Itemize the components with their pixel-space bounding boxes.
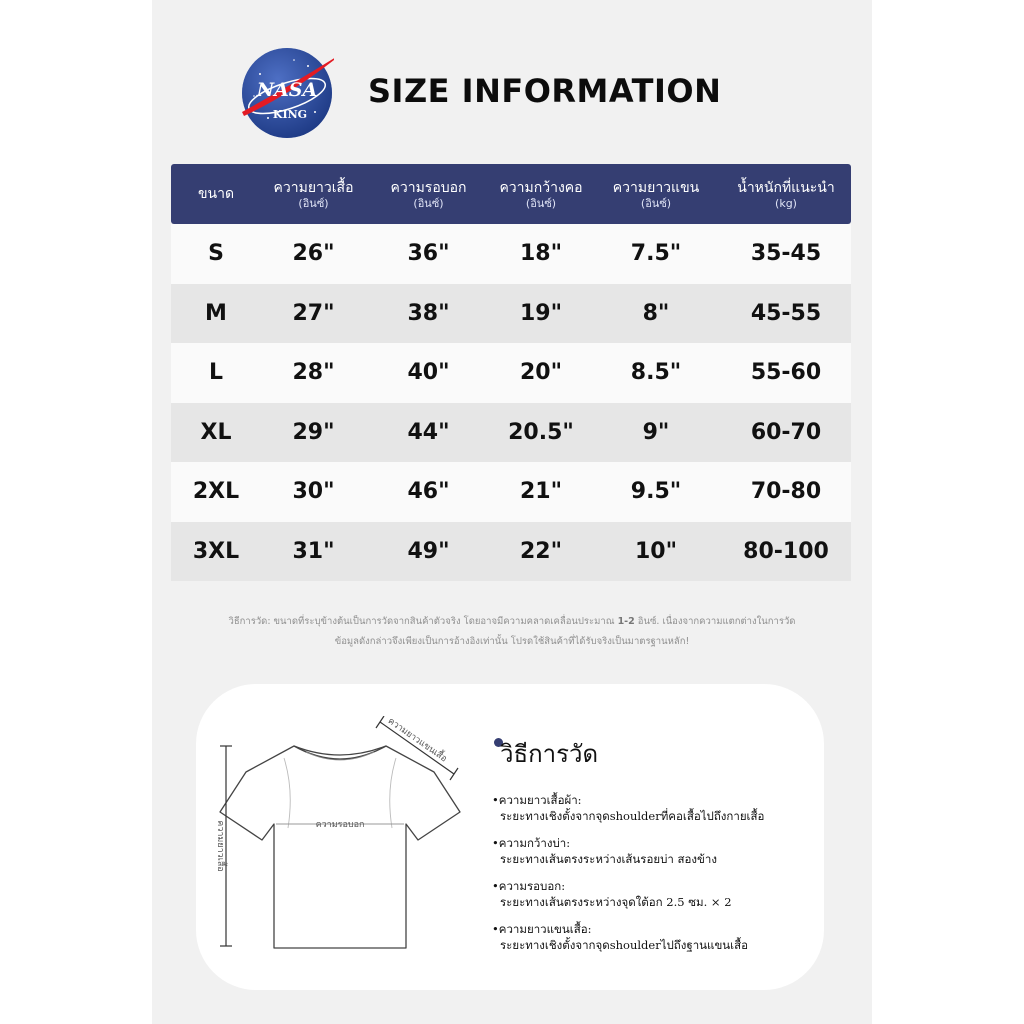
cell-sleeve: 9.5" bbox=[630, 479, 682, 505]
measure-title: วิธีการวัด bbox=[500, 740, 599, 768]
cell-neck: 21" bbox=[519, 479, 563, 505]
column-header: ความกว้างคอ (อินซ์) bbox=[499, 179, 583, 210]
cell-size: 3XL bbox=[192, 538, 240, 564]
cell-sleeve: 9" bbox=[642, 419, 670, 445]
list-item bbox=[492, 792, 832, 824]
cell-weight: 45-55 bbox=[750, 300, 822, 326]
column-header: ขนาด bbox=[197, 186, 235, 202]
logo-top-text: NASA bbox=[256, 79, 318, 101]
table-row bbox=[171, 403, 851, 463]
cell-length: 30" bbox=[292, 479, 335, 505]
item-desc: ระยะทางเชิงตั้งจากจุดshoulderที่คอเสื้อไปถึงกายเสื้อ bbox=[500, 809, 765, 823]
item-desc: ระยะทางเชิงตั้งจากจุดshoulderไปถึงฐานแขนเสื้อ bbox=[500, 938, 749, 952]
column-header: ความรอบอก (อินซ์) bbox=[390, 179, 467, 210]
item-label: •ความรอบอก: bbox=[492, 879, 566, 893]
table-row bbox=[171, 224, 851, 284]
cell-sleeve: 10" bbox=[634, 538, 678, 564]
cell-length: 29" bbox=[292, 419, 335, 445]
cell-weight: 35-45 bbox=[750, 241, 822, 267]
item-label: •ความยาวแขนเสื้อ: bbox=[492, 922, 592, 936]
logo-bottom-text: KING bbox=[272, 108, 308, 121]
column-header: ความยาวเสื้อ (อินซ์) bbox=[273, 179, 354, 210]
tshirt-diagram bbox=[208, 716, 472, 956]
list-item bbox=[492, 835, 832, 867]
cell-neck: 19" bbox=[519, 300, 563, 326]
table-row bbox=[171, 462, 851, 522]
sleeve-label: ความยาวแขนเสื้อ bbox=[385, 716, 449, 765]
cell-length: 31" bbox=[292, 538, 335, 564]
measurement-note bbox=[200, 612, 824, 652]
cell-chest: 38" bbox=[407, 300, 450, 326]
cell-length: 26" bbox=[292, 241, 335, 267]
size-table bbox=[171, 164, 851, 581]
cell-length: 28" bbox=[292, 360, 335, 386]
cell-weight: 80-100 bbox=[743, 538, 829, 564]
cell-neck: 20" bbox=[519, 360, 563, 386]
cell-weight: 60-70 bbox=[750, 419, 822, 445]
cell-sleeve: 8.5" bbox=[630, 360, 682, 386]
table-row bbox=[171, 343, 851, 403]
cell-length: 27" bbox=[292, 300, 335, 326]
nasa-king-logo bbox=[240, 46, 334, 140]
table-row bbox=[171, 284, 851, 344]
cell-chest: 49" bbox=[407, 538, 450, 564]
length-label: ความยาวเสื้อ bbox=[215, 820, 225, 872]
cell-chest: 46" bbox=[407, 479, 450, 505]
cell-sleeve: 8" bbox=[642, 300, 670, 326]
note-line-1: วิธีการวัด: ขนาดที่ระบุข้างต้นเป็นการวัดจากสินค้าตัวจริง โดยอาจมีความคลาดเคลื่อนประมาณ 1-2 อินซ์. เนื่องจากความแตกต่างในการวัด bbox=[228, 616, 796, 627]
cell-neck: 18" bbox=[519, 241, 563, 267]
cell-neck: 20.5" bbox=[508, 419, 574, 445]
cell-size: S bbox=[208, 241, 224, 267]
page-title: SIZE INFORMATION bbox=[368, 72, 722, 110]
item-desc: ระยะทางเส้นตรงระหว่างจุดใต้อก 2.5 ซม. × 2 bbox=[500, 895, 732, 909]
note-line-2: ข้อมูลดังกล่าวจึงเพียงเป็นการอ้างอิงเท่านั้น โปรดใช้สินค้าที่ได้รับจริงเป็นมาตรฐานหลัก! bbox=[334, 636, 690, 647]
cell-chest: 36" bbox=[407, 241, 450, 267]
cell-neck: 22" bbox=[519, 538, 563, 564]
cell-size: L bbox=[208, 360, 224, 386]
cell-weight: 70-80 bbox=[750, 479, 822, 505]
item-label: •ความยาวเสื้อผ้า: bbox=[492, 793, 582, 807]
measure-list bbox=[492, 792, 832, 964]
chest-label: ความรอบอก bbox=[315, 820, 365, 830]
column-header: ความยาวแขน (อินซ์) bbox=[612, 179, 700, 210]
cell-size: XL bbox=[200, 419, 232, 445]
cell-chest: 40" bbox=[407, 360, 450, 386]
cell-chest: 44" bbox=[407, 419, 450, 445]
cell-size: 2XL bbox=[192, 479, 240, 505]
cell-sleeve: 7.5" bbox=[630, 241, 682, 267]
cell-weight: 55-60 bbox=[750, 360, 822, 386]
column-header: น้ำหนักที่แนะนำ (kg) bbox=[737, 179, 835, 210]
table-header bbox=[171, 164, 851, 224]
table-row bbox=[171, 522, 851, 582]
cell-size: M bbox=[205, 300, 227, 326]
list-item bbox=[492, 878, 832, 910]
item-label: •ความกว้างบ่า: bbox=[492, 836, 571, 850]
item-desc: ระยะทางเส้นตรงระหว่างเส้นรอยบ่า สองข้าง bbox=[500, 852, 717, 866]
list-item bbox=[492, 921, 832, 953]
